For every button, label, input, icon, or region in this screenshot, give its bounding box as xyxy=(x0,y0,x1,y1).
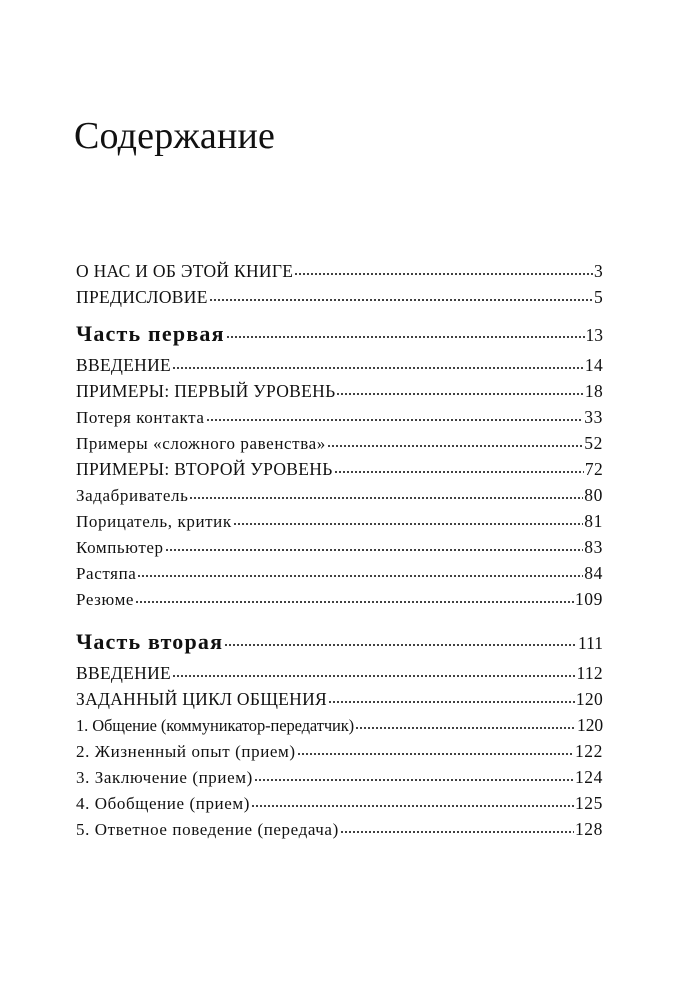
toc-entry xyxy=(76,790,603,816)
toc-entry-label: ВВЕДЕНИЕ xyxy=(76,663,172,683)
toc-entry xyxy=(76,660,603,686)
dot-leader xyxy=(297,741,574,758)
toc-page-number: 72 xyxy=(584,459,603,479)
toc-page-number: 3 xyxy=(593,261,603,281)
dot-leader xyxy=(233,511,584,528)
toc-entry-label: 3. Заключение (прием) xyxy=(76,768,253,787)
toc-entry-preface xyxy=(76,284,603,310)
toc-entry xyxy=(76,352,603,378)
toc-entry xyxy=(76,378,603,404)
dot-leader xyxy=(327,433,583,450)
toc-page-number: 83 xyxy=(584,537,603,557)
dot-leader xyxy=(226,320,585,342)
toc-entry xyxy=(76,430,603,456)
toc-entry-label: 4. Обобщение (прием) xyxy=(76,794,251,813)
toc-page-number: 120 xyxy=(577,715,603,735)
dot-leader xyxy=(328,689,575,707)
toc-entry xyxy=(76,482,603,508)
toc-entry-label: ВВЕДЕНИЕ xyxy=(76,355,172,375)
toc-page-number: 33 xyxy=(584,407,603,427)
dot-leader xyxy=(340,819,574,836)
toc-entry xyxy=(76,586,603,612)
dot-leader xyxy=(251,793,574,810)
toc-page-number: 125 xyxy=(574,793,603,813)
toc-entry-about xyxy=(76,258,603,284)
table-of-contents xyxy=(76,258,603,842)
toc-entry xyxy=(76,534,603,560)
toc-entry-label: ПРИМЕРЫ: ПЕРВЫЙ УРОВЕНЬ xyxy=(76,381,336,401)
toc-entry xyxy=(76,712,603,738)
toc-entry xyxy=(76,508,603,534)
toc-entry xyxy=(76,764,603,790)
toc-entry-label: ПРЕДИСЛОВИЕ xyxy=(76,287,208,307)
toc-page-number: 120 xyxy=(575,689,603,709)
toc-entry xyxy=(76,404,603,430)
dot-leader xyxy=(334,459,584,477)
toc-entry-label: Порицатель, критик xyxy=(76,512,232,531)
toc-entry xyxy=(76,816,603,842)
toc-page-number: 112 xyxy=(576,663,603,683)
dot-leader xyxy=(209,287,593,305)
page-title: Содержание xyxy=(74,115,276,157)
toc-entry-label: 2. Жизненный опыт (прием) xyxy=(76,742,296,761)
toc-page-number: 18 xyxy=(584,381,603,401)
toc-entry-label: Задабриватель xyxy=(76,486,189,505)
toc-entry-label: 1. Общение (коммуникатор-передатчик) xyxy=(76,716,355,735)
toc-entry-label: Компьютер xyxy=(76,538,164,557)
toc-page-number: 14 xyxy=(584,355,603,375)
toc-entry-label: 5. Ответное поведение (передача) xyxy=(76,820,339,839)
toc-page-number: 122 xyxy=(574,741,603,761)
dot-leader xyxy=(254,767,574,784)
toc-page-number: 80 xyxy=(584,485,603,505)
dot-leader xyxy=(294,261,593,279)
toc-part-one-heading xyxy=(76,316,603,352)
toc-entry xyxy=(76,456,603,482)
toc-page-number: 52 xyxy=(584,433,603,453)
toc-page-number: 81 xyxy=(584,511,603,531)
toc-entry-label: ПРИМЕРЫ: ВТОРОЙ УРОВЕНЬ xyxy=(76,459,333,479)
dot-leader xyxy=(165,537,584,554)
toc-entry xyxy=(76,738,603,764)
spacer xyxy=(76,612,603,624)
dot-leader xyxy=(135,589,574,606)
dot-leader xyxy=(137,563,583,580)
dot-leader xyxy=(172,355,584,373)
part-heading-label: Часть первая xyxy=(76,321,225,346)
toc-entry-label: О НАС И ОБ ЭТОЙ КНИГЕ xyxy=(76,261,294,281)
dot-leader xyxy=(189,485,583,502)
toc-part-two-heading xyxy=(76,624,603,660)
toc-entry-label: Примеры «сложного равенства» xyxy=(76,434,326,453)
toc-entry xyxy=(76,686,603,712)
dot-leader xyxy=(355,716,576,733)
dot-leader xyxy=(206,407,584,424)
toc-page-number: 84 xyxy=(584,563,603,583)
toc-page-number: 124 xyxy=(574,767,603,787)
toc-page-number: 111 xyxy=(578,633,603,653)
toc-entry-label: Резюме xyxy=(76,590,135,609)
toc-entry xyxy=(76,560,603,586)
toc-page-number: 13 xyxy=(585,325,603,345)
part-heading-label: Часть вторая xyxy=(76,629,224,654)
toc-entry-label: Растяпа xyxy=(76,564,137,583)
toc-entry-label: ЗАДАННЫЙ ЦИКЛ ОБЩЕНИЯ xyxy=(76,689,328,709)
dot-leader xyxy=(172,663,575,681)
toc-entry-label: Потеря контакта xyxy=(76,408,205,427)
toc-page-number: 128 xyxy=(574,819,603,839)
toc-page-number: 5 xyxy=(593,287,603,307)
toc-page-number: 109 xyxy=(574,589,603,609)
dot-leader xyxy=(336,381,583,399)
dot-leader xyxy=(224,628,577,650)
